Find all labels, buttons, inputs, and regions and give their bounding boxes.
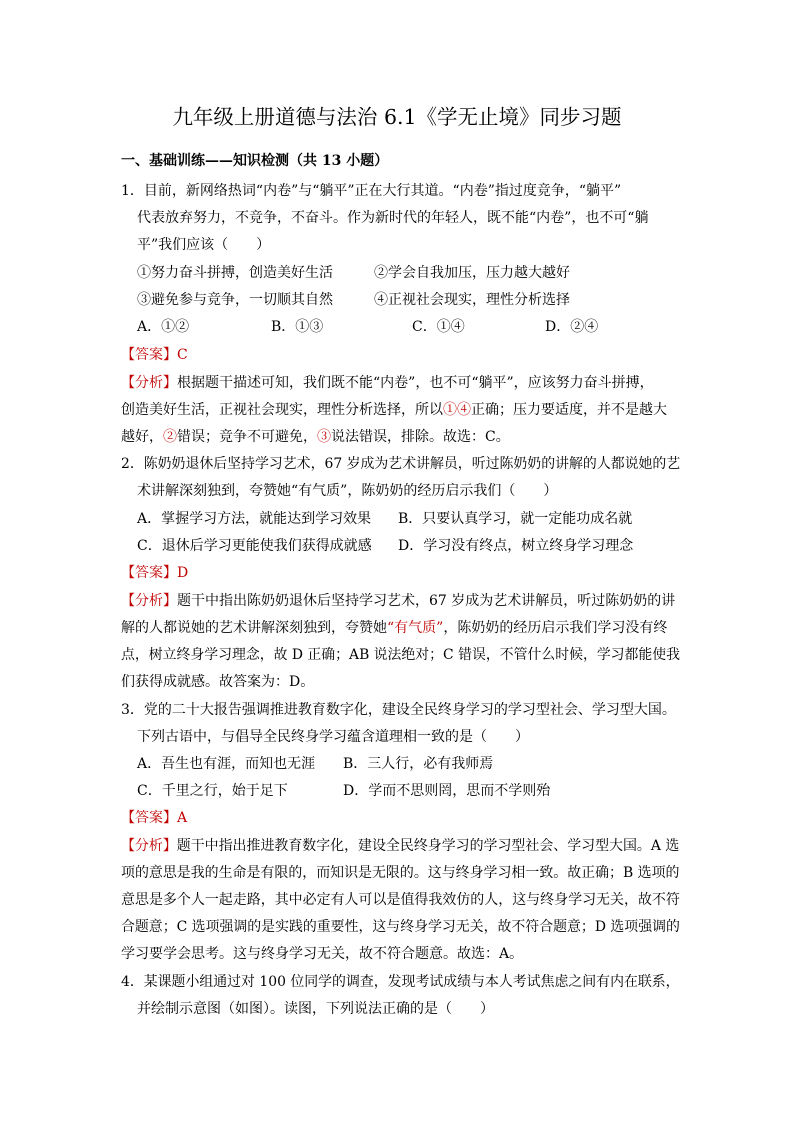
- answer-tag: 【答案】: [121, 347, 177, 363]
- question-3-analysis-line-3: 意思是多个人一起走路，其中必定有人可以是值得我效仿的人，这与终身学习无关，故不符: [121, 892, 680, 908]
- question-3-analysis-line-5: 学习要学会思考。这与终身学习无关，故不符合题意。故选：A。: [121, 946, 524, 962]
- document-title: 九年级上册道德与法治 6.1《学无止境》同步习题: [172, 105, 622, 129]
- analysis-text: 题干中指出陈奶奶退休后坚持学习艺术，67 岁成为艺术讲解员，听过陈奶奶的讲: [177, 593, 676, 609]
- question-1-analysis-line-3: [121, 427, 510, 447]
- question-3-line-1: 3．党的二十大报告强调推进教育数字化，建设全民终身学习的学习型社会、学习型大国。: [121, 702, 676, 718]
- question-1-line-1: 1．目前，新网络热词“内卷”与“躺平”正在大行其道。“内卷”指过度竞争，“躺平”: [121, 183, 622, 199]
- analysis-highlight: ③: [317, 429, 331, 445]
- analysis-text: 越好，: [121, 429, 163, 445]
- question-2-option-a: A．掌握学习方法，就能达到学习效果: [137, 511, 372, 527]
- answer-value: A: [177, 810, 188, 826]
- answer-tag: 【答案】: [121, 810, 177, 826]
- question-2-analysis-line-4: 们获得成就感。故答案为：D。: [121, 674, 315, 690]
- analysis-tag: 【分析】: [121, 375, 177, 391]
- question-2-answer: [121, 563, 188, 583]
- question-3-option-a: A．吾生也有涯，而知也无涯: [137, 756, 316, 772]
- analysis-text: 解的人都说她的艺术讲解深刻独到，夸赞她: [121, 620, 387, 636]
- question-1-analysis-line-1: [121, 373, 654, 393]
- analysis-text: 正确；压力要适度，并不是越大: [471, 402, 667, 418]
- analysis-text: 说法错误，排除。故选：C。: [331, 429, 510, 445]
- question-1-statement-2: ②学会自我加压，压力越大越好: [374, 265, 570, 281]
- question-2-option-d: D．学习没有终点，树立终身学习理念: [398, 538, 634, 554]
- question-1-line-3: 平”我们应该（ ）: [137, 237, 271, 253]
- question-1-answer: [121, 345, 188, 365]
- question-1-statement-1: ①努力奋斗拼搏，创造美好生活: [137, 265, 333, 281]
- question-3-analysis-line-4: 合题意；C 选项强调的是实践的重要性，这与终身学习无关，故不符合题意；D 选项强调的: [121, 919, 680, 935]
- question-1-option-b: B．①③: [271, 319, 324, 335]
- question-4-line-1: 4．某课题小组通过对 100 位同学的调查，发现考试成绩与本人考试焦虑之间有内在联系，: [121, 974, 680, 990]
- question-3-option-c: C．千里之行，始于足下: [137, 783, 288, 799]
- question-1-statement-3: ③避免参与竞争，一切顺其自然: [137, 292, 333, 308]
- question-1-analysis-line-2: [121, 400, 667, 420]
- question-2-line-2: 术讲解深刻独到，夸赞她“有气质”，陈奶奶的经历启示我们（ ）: [137, 483, 558, 499]
- question-1-option-a: A．①②: [137, 319, 190, 335]
- answer-value: C: [177, 347, 188, 363]
- analysis-highlight: ②: [163, 429, 177, 445]
- question-3-analysis-line-1: [121, 836, 679, 856]
- question-1-line-2: 代表放弃努力，不竞争，不奋斗。作为新时代的年轻人，既不能“内卷”，也不可“躺: [137, 210, 649, 226]
- analysis-tag: 【分析】: [121, 593, 177, 609]
- question-3-option-d: D．学而不思则罔，思而不学则殆: [343, 783, 551, 799]
- question-2-option-b: B．只要认真学习，就一定能功成名就: [398, 511, 633, 527]
- answer-value: D: [177, 565, 189, 581]
- question-2-line-1: 2．陈奶奶退休后坚持学习艺术，67 岁成为艺术讲解员，听过陈奶奶的讲解的人都说她的艺: [121, 456, 681, 472]
- analysis-text: 创造美好生活，正视社会现实，理性分析选择，所以: [121, 402, 443, 418]
- question-4-line-2: 并绘制示意图（如图）。读图，下列说法正确的是（ ）: [137, 1001, 494, 1017]
- analysis-text: 根据题干描述可知，我们既不能“内卷”，也不可“躺平”，应该努力奋斗拼搏，: [177, 375, 654, 391]
- section-heading: 一、基础训练——知识检测（共 13 小题）: [121, 153, 389, 169]
- question-2-analysis-line-3: 点，树立终身学习理念，故 D 正确；AB 说法绝对；C 错误，不管什么时候，学习都能使我: [121, 647, 681, 663]
- question-3-line-2: 下列古语中，与倡导全民终身学习蕴含道理相一致的是（ ）: [137, 729, 529, 745]
- question-3-analysis-line-2: 项的意思是我的生命是有限的，而知识是无限的。这与终身学习相一致。故正确；B 选项的: [121, 865, 680, 881]
- analysis-text: ，陈奶奶的经历启示我们学习没有终: [443, 620, 668, 636]
- question-1-option-d: D．②④: [545, 319, 599, 335]
- question-2-analysis-line-1: [121, 591, 675, 611]
- question-2-option-c: C．退休后学习更能使我们获得成就感: [137, 538, 372, 554]
- answer-tag: 【答案】: [121, 565, 177, 581]
- analysis-text: 题干中指出推进教育数字化，建设全民终身学习的学习型社会、学习型大国。A 选: [176, 838, 680, 854]
- question-1-statement-4: ④正视社会现实，理性分析选择: [374, 292, 570, 308]
- question-3-answer: [121, 808, 187, 828]
- analysis-highlight: ①④: [443, 402, 471, 418]
- question-1-option-c: C．①④: [412, 319, 465, 335]
- question-2-analysis-line-2: [121, 618, 667, 638]
- analysis-highlight: “有气质”: [387, 620, 444, 636]
- analysis-text: 错误；竞争不可避免，: [177, 429, 317, 445]
- question-3-option-b: B．三人行，必有我师焉: [343, 756, 494, 772]
- analysis-tag: 【分析】: [121, 838, 177, 854]
